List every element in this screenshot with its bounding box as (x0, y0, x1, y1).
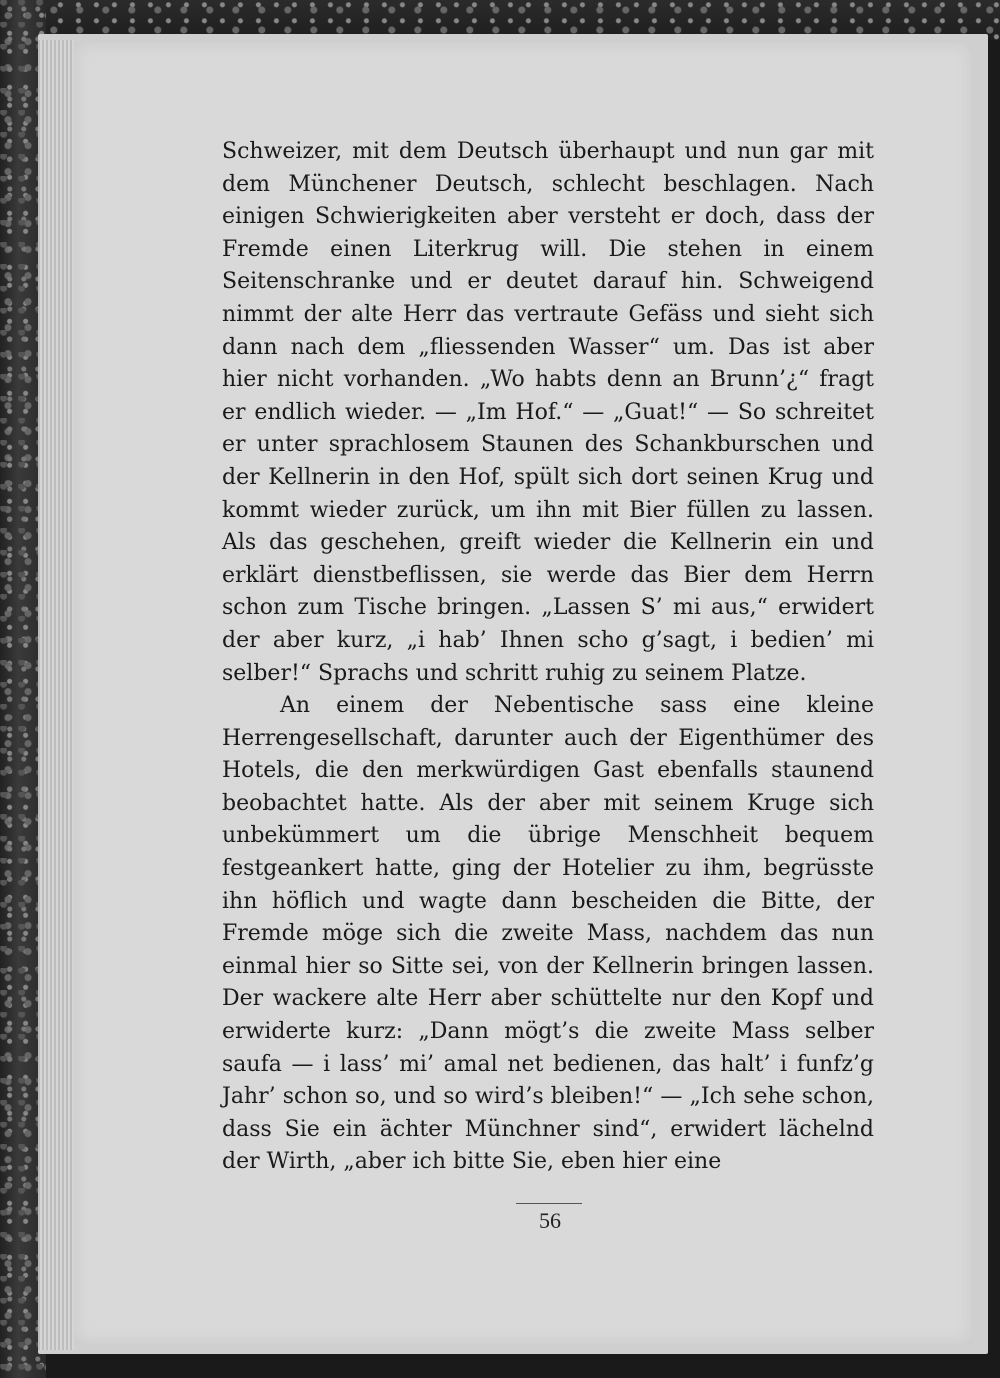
body-text (222, 136, 874, 1179)
page-number: 56 (539, 1208, 561, 1233)
page-edges (38, 40, 74, 1350)
footer-rule (516, 1203, 582, 1204)
paragraph-2: An einem der Nebentische sass eine kleine Herrengesellschaft, darunter auch der Eigenthümer des Hotels, die den merkwürdigen Gast ebenfalls staunend beobachtet hatte. Als der aber mit seinem Kruge sich unbekümmert um die übrige Menschheit bequem festgeankert hatte, ging der Hotelier zu ihm, begrüsste ihn höflich und wagte dann bescheiden die Bitte, der Fremde möge sich die zweite Mass, nachdem das nun einmal hier so Sitte sei, von der Kellnerin bringen lassen. Der wackere alte Herr aber schüttelte nur den Kopf und erwiderte kurz: „Dann mögt’s die zweite Mass selber saufa — i lass’ mi’ amal net bedienen, das halt’ i funfz’g Jahr’ schon so, und so wird’s bleiben!“ — „Ich sehe schon, dass Sie ein ächter Münchner sind“, erwidert lächelnd der Wirth, „aber ich bitte Sie, eben hier eine (222, 693, 874, 1175)
paragraph-1: Schweizer, mit dem Deutsch überhaupt und nun gar mit dem Münchener Deutsch, schlecht beschlagen. Nach einigen Schwierigkeiten aber versteht er doch, dass der Fremde einen Literkrug will. Die stehen in einem Seitenschranke und er deutet darauf hin. Schweigend nimmt der alte Herr das vertraute Gefäss und sieht sich dann nach dem „fliessenden Wasser“ um. Das ist aber hier nicht vorhanden. „Wo habts denn an Brunn’¿“ fragt er endlich wieder. — „Im Hof.“ — „Guat!“ — So schreitet er unter sprachlosem Staunen des Schankburschen und der Kellnerin in den Hof, spült sich dort seinen Krug und kommt wieder zurück, um ihn mit Bier füllen zu lassen. Als das geschehen, greift wieder die Kellnerin ein und erklärt dienstbeflissen, sie werde das Bier dem Herrn schon zum Tische bringen. „Lassen S’ mi aus,“ erwidert der aber kurz, „i hab’ Ihnen scho g’sagt, i bedien’ mi selber!“ Sprachs und schritt ruhig zu seinem Platze. (222, 139, 874, 686)
